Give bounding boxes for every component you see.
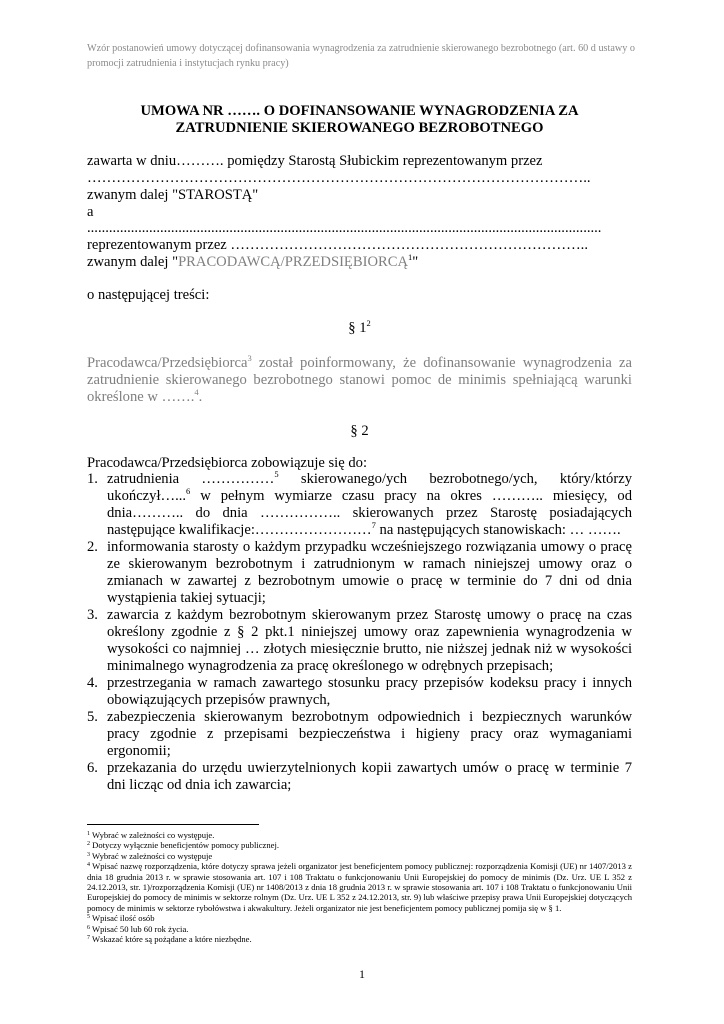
footnote-ref-4: 4 — [194, 387, 199, 397]
parties-line-5: ............................................................................................................................................. — [87, 220, 602, 236]
section-1-heading — [87, 320, 632, 337]
footnote-ref-6: 6 — [186, 486, 191, 496]
footnote-text: Wybrać w zależności co występuje — [90, 850, 213, 861]
item-1-part-2: skierowanego/ych bezrobotnego/ych, który/którzy ukończył…... — [107, 471, 632, 504]
footnote-ref-7: 7 — [371, 520, 376, 530]
footnote-number: 6 — [87, 924, 90, 931]
list-item-number: 4. — [87, 675, 98, 691]
footnote-text: Dotyczy wyłącznie beneficjentów pomocy publicznej. — [90, 840, 279, 851]
parties-line-2: ………………………………………………………………………………………….. — [87, 170, 591, 186]
footnote-ref-2: 2 — [366, 318, 371, 328]
list-item-number: 5. — [87, 709, 98, 725]
intro-text: o następującej treści: — [87, 287, 210, 303]
list-item-text: zabezpieczenia skierowanym bezrobotnym odpowiednich i bezpiecznych warunków pracy zgodnie z przepisami bezpieczeństwa i higieny pracy oraz wymaganiami ergonomii; — [107, 709, 632, 759]
footnote-ref-5: 5 — [274, 469, 279, 479]
list-item-text: przestrzegania w ramach zawartego stosunku pracy przepisów kodeksu pracy i innych obowiązujących przepisów prawnych, — [107, 675, 632, 708]
list-item — [87, 760, 632, 794]
list-item — [87, 709, 632, 760]
list-item — [87, 607, 632, 675]
footnote-ref-1: 1 — [408, 252, 413, 262]
footnote-text: Wpisać 50 lub 60 rok życia. — [90, 923, 189, 934]
parties-line-3: zwanym dalej "STAROSTĄ" — [87, 187, 259, 203]
footnote-text: Wybrać w zależności co występuje. — [90, 830, 215, 840]
item-1-part-4: na następujących stanowiskach: … ……. — [375, 522, 621, 538]
title-line-1: UMOWA NR ……. O DOFINANSOWANIE WYNAGRODZENIA ZA — [140, 103, 579, 119]
section-1-part-c: . — [198, 389, 203, 405]
footnote — [87, 851, 632, 861]
page-number: 1 — [359, 967, 365, 981]
footnote-text: Wpisać nazwę rozporządzenia, które dotyczy sprawa jeżeli organizator jest beneficjentem pomocy publicznej: rozporządzenia Komisji (UE) nr 1407/2013 z dnia 18 grudnia 2013 r. w sprawie stosowania art. 107 i 108 Traktatu o funkcjonowaniu Unii Europejskiej do pomocy de minimis (Dz. Urz. UE L 352 z 24.12.2013, str. 1)/rozporządzenia Komisji (UE) nr 1408/2013 z dnia 18 grudnia 2013 r. w sprawie stosowania art. 107 i 108 Traktatu o funkcjonowaniu Unii Europejskiej do pomocy de minimis w sektorze rolnym (Dz. Urz. UE L 352 z 24.12.2013, str. 9) lub właściwe przepisy prawa Unii Europejskiej dotyczących pomocy de minimis w sektorze rybołówstwa i akwakultury. Jeżeli organizator nie jest beneficjentem pomocy publicznej pomija się w § 1. — [87, 861, 632, 913]
parties-line-7 — [87, 254, 418, 271]
list-item-number: 3. — [87, 607, 98, 623]
section-1-part-a: Pracodawca/Przedsiębiorca — [87, 355, 248, 371]
employer-designation: PRACODAWCĄ/PRZEDSIĘBIORCĄ — [178, 254, 408, 270]
list-item-text: informowania starosty o każdym przypadku wcześniejszego rozwiązania umowy o pracę ze skierowanym bezrobotnym i zatrudnionym w ramach niniejszej umowy oraz o zmianach w zawartej z bezrobotnym umowie o pracę w terminie do 7 dni od dnia wystąpienia takiej sytuacji; — [107, 539, 632, 606]
parties-line-7-suffix: " — [412, 254, 419, 270]
section-1-text — [87, 355, 632, 406]
footnote — [87, 913, 632, 923]
footnote-number: 2 — [87, 841, 90, 848]
list-item — [87, 539, 632, 607]
title-line-2: ZATRUDNIENIE SKIEROWANEGO BEZROBOTNEGO — [175, 120, 544, 136]
footnote — [87, 830, 632, 840]
obligations-list — [87, 471, 632, 794]
footnote — [87, 934, 632, 944]
footnote-number: 4 — [87, 862, 90, 869]
footnote-number: 5 — [87, 914, 90, 921]
parties-line-1: zawarta w dniu………. pomiędzy Starostą Słubickim reprezentowanym przez — [87, 153, 543, 169]
footnote-number: 1 — [87, 831, 90, 837]
parties-line-7-prefix: zwanym dalej " — [87, 254, 179, 270]
parties-line-6: reprezentowanym przez ……………………………………………………………….. — [87, 237, 588, 253]
list-item — [87, 675, 632, 709]
footnote-number: 7 — [87, 935, 90, 942]
list-item — [87, 471, 632, 539]
list-item-text — [107, 471, 632, 539]
parties-line-4: a — [87, 204, 94, 220]
list-item-number: 1. — [87, 471, 98, 487]
item-1-part-3: w pełnym wymiarze czasu pracy na okres ……….. miesięcy, od dnia……….. do dnia …………….. skierowanych przez Starostę posiadających następujące kwalifikacje:…………………… — [107, 488, 632, 538]
footnote-ref-3: 3 — [247, 353, 252, 363]
page-header: Wzór postanowień umowy dotyczącej dofinansowania wynagrodzenia za zatrudnienie skierowanego bezrobotnego (art. 60 d ustawy o promocji zatrudnienia i instytucjach rynku pracy) — [87, 43, 635, 69]
item-1-part-1: zatrudnienia …………… — [107, 471, 275, 487]
document-title — [87, 103, 632, 137]
footnote-number: 3 — [87, 851, 90, 858]
section-1-heading-text: § 1 — [348, 320, 367, 336]
footnote-text: Wpisać ilość osób — [90, 913, 155, 924]
footnotes — [87, 830, 632, 944]
list-item-text: przekazania do urzędu uwierzytelnionych kopii zawartych umów o pracę w terminie 7 dni licząc od dnia ich zawarcia; — [107, 760, 632, 793]
footnote — [87, 840, 632, 850]
list-item-text: zawarcia z każdym bezrobotnym skierowanym przez Starostę umowy o pracę na czas określony zgodnie z § 2 pkt.1 niniejszej umowy oraz zapewnienia wynagrodzenia w wysokości co najmniej … złotych miesięcznie brutto, nie niższej jednak niż w wysokości minimalnego wynagrodzenia za pracę określonego w odrębnych przepisach; — [107, 607, 632, 674]
footnote-separator — [87, 824, 259, 825]
section-2-heading: § 2 — [350, 423, 369, 439]
footnote-text: Wskazać które są pożądane a które niezbędne. — [90, 934, 252, 945]
section-2-lead: Pracodawca/Przedsiębiorca zobowiązuje się do: — [87, 455, 368, 471]
section-1-part-b: został poinformowany, że dofinansowanie wynagrodzenia za zatrudnienie skierowanego bezrobotnego stanowi pomoc de minimis spełniającą warunki określone w ……. — [87, 355, 632, 405]
list-item-number: 2. — [87, 539, 98, 555]
list-item-number: 6. — [87, 760, 98, 776]
footnote — [87, 924, 632, 934]
footnote — [87, 861, 632, 913]
